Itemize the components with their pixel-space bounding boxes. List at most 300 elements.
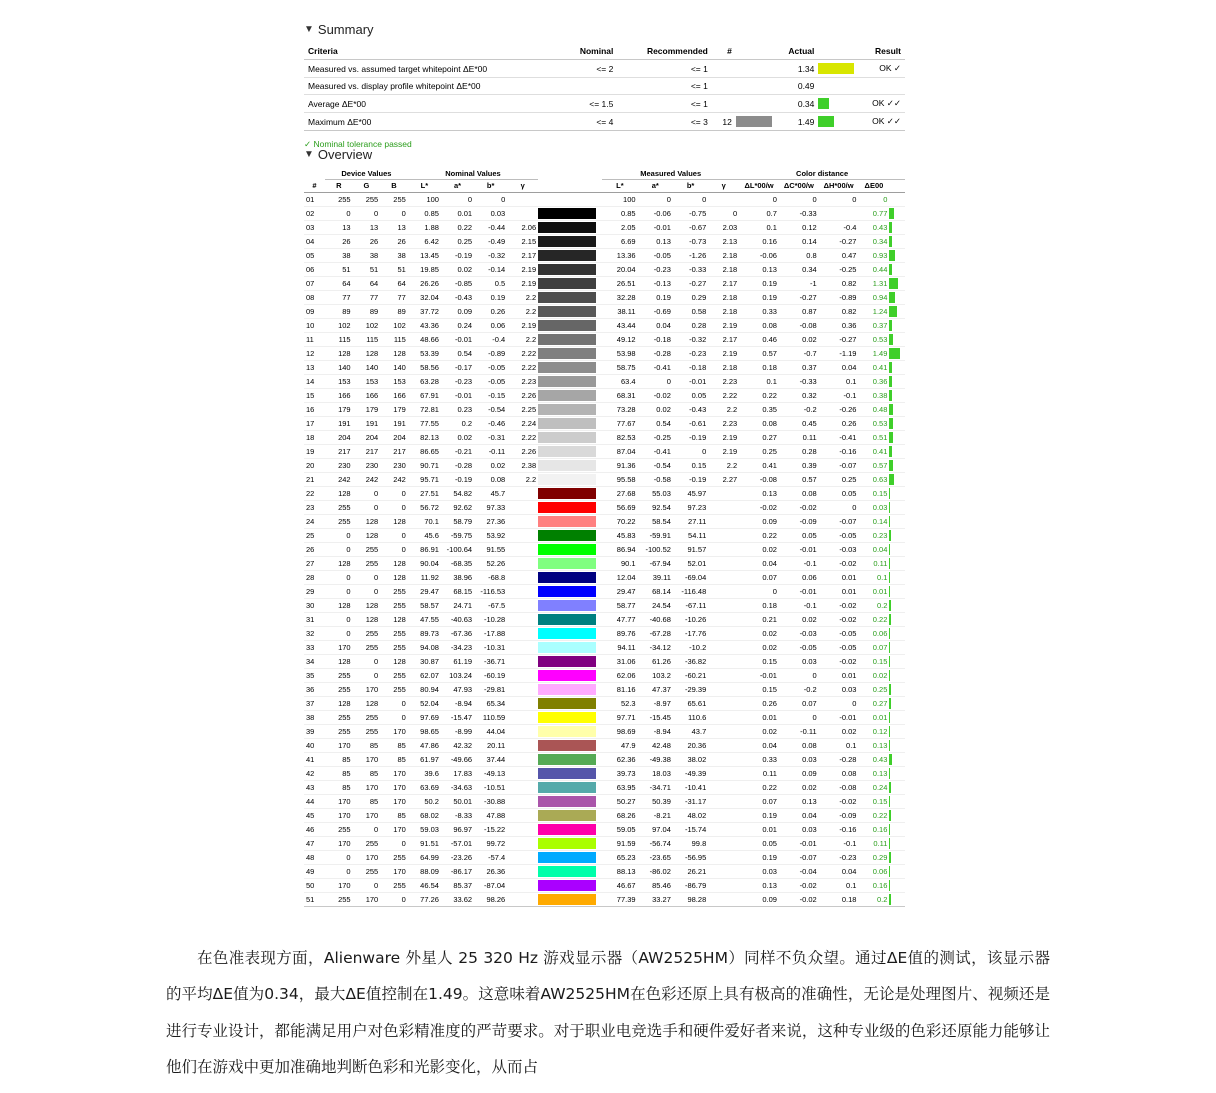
- cell-nominal-a: 85.37: [441, 879, 474, 893]
- color-swatch: [538, 207, 602, 221]
- cell-measured-a: -0.69: [638, 305, 673, 319]
- cell-g: 13: [353, 221, 381, 235]
- cell-delta-L: 0.46: [739, 333, 779, 347]
- table-row: [304, 767, 905, 781]
- cell-index: 14: [304, 375, 325, 389]
- cell-nominal-L: 37.72: [408, 305, 441, 319]
- summary-result: [854, 78, 905, 95]
- cell-measured-gamma: [708, 599, 739, 613]
- cell-delta-H: -0.02: [819, 599, 859, 613]
- cell-measured-L: 49.12: [602, 333, 637, 347]
- cell-delta-C: 0: [779, 669, 819, 683]
- cell-nominal-b: 0.5: [474, 277, 507, 291]
- cell-delta-C: 0.87: [779, 305, 819, 319]
- delta-e-bar: [889, 739, 905, 753]
- cell-nominal-L: 94.08: [408, 641, 441, 655]
- cell-measured-L: 52.3: [602, 697, 637, 711]
- cell-measured-L: 47.77: [602, 613, 637, 627]
- cell-index: 16: [304, 403, 325, 417]
- cell-delta-L: 0.03: [739, 865, 779, 879]
- cell-measured-b: 43.7: [673, 725, 708, 739]
- cell-delta-L: 0.25: [739, 445, 779, 459]
- cell-nominal-b: -116.53: [474, 585, 507, 599]
- cell-delta-L: 0.09: [739, 515, 779, 529]
- cell-measured-L: 29.47: [602, 585, 637, 599]
- cell-b: 153: [380, 375, 408, 389]
- color-swatch: [538, 781, 602, 795]
- cell-g: 255: [353, 865, 381, 879]
- cell-index: 04: [304, 235, 325, 249]
- group-nominal-values: Nominal Values: [408, 168, 538, 180]
- cell-g: 242: [353, 473, 381, 487]
- delta-e-bar: [889, 543, 905, 557]
- cell-index: 15: [304, 389, 325, 403]
- cell-delta-C: -0.09: [779, 515, 819, 529]
- cell-nominal-gamma: 2.2: [507, 305, 538, 319]
- swatch: [538, 628, 596, 639]
- cell-nominal-b: 0.26: [474, 305, 507, 319]
- delta-bar: [889, 754, 892, 765]
- cell-b: 0: [380, 697, 408, 711]
- cell-delta-H: -0.08: [819, 781, 859, 795]
- color-swatch: [538, 851, 602, 865]
- cell-measured-b: 26.21: [673, 865, 708, 879]
- cell-g: 128: [353, 347, 381, 361]
- delta-e-bar: [889, 375, 905, 389]
- cell-r: 0: [325, 207, 353, 221]
- cell-measured-L: 88.13: [602, 865, 637, 879]
- cell-b: 128: [380, 613, 408, 627]
- cell-nominal-b: -0.05: [474, 361, 507, 375]
- cell-g: 128: [353, 613, 381, 627]
- cell-b: 170: [380, 767, 408, 781]
- cell-r: 115: [325, 333, 353, 347]
- cell-g: 255: [353, 725, 381, 739]
- cell-measured-b: -69.04: [673, 571, 708, 585]
- cell-delta-E: 0.63: [858, 473, 889, 487]
- cell-nominal-a: -67.36: [441, 627, 474, 641]
- cell-g: 38: [353, 249, 381, 263]
- cell-measured-L: 100: [602, 193, 637, 207]
- swatch: [538, 404, 596, 415]
- cell-nominal-a: 0.54: [441, 347, 474, 361]
- delta-bar: [889, 404, 893, 415]
- cell-delta-H: -0.1: [819, 389, 859, 403]
- delta-bar: [889, 572, 890, 583]
- swatch: [538, 474, 596, 485]
- cell-g: 0: [353, 655, 381, 669]
- color-swatch: [538, 893, 602, 907]
- swatch: [538, 586, 596, 597]
- cell-measured-b: -31.17: [673, 795, 708, 809]
- summary-actual: 1.49: [772, 113, 819, 131]
- cell-measured-gamma: [708, 697, 739, 711]
- summary-actual: 1.34: [772, 60, 819, 78]
- cell-nominal-a: 96.97: [441, 823, 474, 837]
- cell-g: 0: [353, 585, 381, 599]
- cell-g: 115: [353, 333, 381, 347]
- table-row: [304, 347, 905, 361]
- table-row: [304, 879, 905, 893]
- summary-heading[interactable]: [304, 22, 904, 37]
- cell-measured-gamma: 2.03: [708, 221, 739, 235]
- cell-delta-C: -0.01: [779, 585, 819, 599]
- cell-delta-H: 0: [819, 697, 859, 711]
- cell-r: 179: [325, 403, 353, 417]
- cell-measured-a: -0.41: [638, 445, 673, 459]
- cell-nominal-gamma: 2.23: [507, 375, 538, 389]
- cell-measured-L: 98.69: [602, 725, 637, 739]
- cell-delta-H: -0.09: [819, 809, 859, 823]
- cell-measured-a: -0.41: [638, 361, 673, 375]
- cell-delta-H: -0.23: [819, 851, 859, 865]
- cell-delta-H: 0.82: [819, 277, 859, 291]
- summary-col-actual: Actual: [772, 44, 819, 60]
- cell-measured-b: -0.67: [673, 221, 708, 235]
- cell-index: 42: [304, 767, 325, 781]
- delta-e-bar: [889, 823, 905, 837]
- color-swatch: [538, 375, 602, 389]
- cell-nominal-L: 30.87: [408, 655, 441, 669]
- cell-nominal-a: 0: [441, 193, 474, 207]
- summary-gray-bar: [736, 78, 772, 95]
- delta-bar: [889, 292, 895, 303]
- cell-nominal-gamma: [507, 837, 538, 851]
- swatch: [538, 432, 596, 443]
- cell-nominal-L: 72.81: [408, 403, 441, 417]
- color-swatch: [538, 557, 602, 571]
- cell-delta-C: -0.05: [779, 641, 819, 655]
- cell-b: 166: [380, 389, 408, 403]
- cell-index: 35: [304, 669, 325, 683]
- group-hash: [304, 168, 325, 180]
- cell-measured-a: 0.54: [638, 417, 673, 431]
- cell-delta-L: 0.18: [739, 599, 779, 613]
- table-row: [304, 627, 905, 641]
- cell-measured-a: -0.58: [638, 473, 673, 487]
- swatch: [538, 642, 596, 653]
- cell-delta-E: 1.31: [858, 277, 889, 291]
- cell-delta-H: 0.1: [819, 739, 859, 753]
- cell-index: 36: [304, 683, 325, 697]
- cell-delta-E: 0.2: [858, 599, 889, 613]
- cell-measured-gamma: [708, 753, 739, 767]
- cell-measured-gamma: 2.22: [708, 389, 739, 403]
- table-row: [304, 389, 905, 403]
- color-swatch: [538, 599, 602, 613]
- col-swatch: [538, 180, 602, 193]
- cell-nominal-L: 82.13: [408, 431, 441, 445]
- cell-measured-L: 95.58: [602, 473, 637, 487]
- cell-delta-L: 0.35: [739, 403, 779, 417]
- cell-nominal-b: -0.11: [474, 445, 507, 459]
- delta-bar: [889, 376, 892, 387]
- cell-nominal-b: -87.04: [474, 879, 507, 893]
- group-device-values: Device Values: [325, 168, 408, 180]
- cell-index: 23: [304, 501, 325, 515]
- cell-measured-L: 77.67: [602, 417, 637, 431]
- cell-nominal-b: -36.71: [474, 655, 507, 669]
- swatch: [538, 348, 596, 359]
- delta-bar: [889, 838, 890, 849]
- cell-delta-H: 0.01: [819, 669, 859, 683]
- cell-measured-a: 58.54: [638, 515, 673, 529]
- cell-nominal-a: -0.19: [441, 249, 474, 263]
- cell-measured-b: -0.43: [673, 403, 708, 417]
- cell-g: 85: [353, 795, 381, 809]
- delta-e-bar: [889, 571, 905, 585]
- cell-nominal-gamma: [507, 193, 538, 207]
- cell-measured-b: -0.73: [673, 235, 708, 249]
- cell-delta-E: 0.12: [858, 725, 889, 739]
- cell-nominal-L: 90.71: [408, 459, 441, 473]
- cell-nominal-gamma: 2.25: [507, 403, 538, 417]
- delta-bar: [889, 894, 891, 905]
- cell-measured-a: -49.38: [638, 753, 673, 767]
- table-row: [304, 725, 905, 739]
- cell-nominal-b: -0.89: [474, 347, 507, 361]
- cell-nominal-gamma: 2.26: [507, 389, 538, 403]
- cell-delta-C: 0.08: [779, 487, 819, 501]
- cell-nominal-gamma: [507, 767, 538, 781]
- cell-measured-gamma: [708, 571, 739, 585]
- cell-measured-b: 52.01: [673, 557, 708, 571]
- collapse-triangle-icon[interactable]: ▼: [304, 23, 314, 35]
- cell-measured-L: 87.04: [602, 445, 637, 459]
- color-swatch: [538, 739, 602, 753]
- delta-bar: [889, 852, 891, 863]
- table-row: [304, 683, 905, 697]
- summary-actual: 0.49: [772, 78, 819, 95]
- cell-measured-b: -0.01: [673, 375, 708, 389]
- cell-index: 17: [304, 417, 325, 431]
- delta-bar: [889, 544, 890, 555]
- cell-g: 255: [353, 641, 381, 655]
- cell-measured-b: -0.23: [673, 347, 708, 361]
- cell-measured-b: 0: [673, 445, 708, 459]
- swatch: [538, 278, 596, 289]
- cell-b: 0: [380, 207, 408, 221]
- summary-recommended: <= 3: [617, 113, 712, 131]
- summary-row: [304, 95, 905, 113]
- summary-result: OK ✓✓: [854, 113, 905, 131]
- cell-b: 13: [380, 221, 408, 235]
- color-swatch: [538, 263, 602, 277]
- cell-nominal-b: -49.13: [474, 767, 507, 781]
- cell-nominal-L: 50.2: [408, 795, 441, 809]
- collapse-triangle-icon[interactable]: ▼: [304, 148, 314, 160]
- delta-e-bar: [889, 501, 905, 515]
- cell-r: 170: [325, 739, 353, 753]
- cell-measured-b: -0.27: [673, 277, 708, 291]
- cell-nominal-L: 67.91: [408, 389, 441, 403]
- cell-delta-C: 0.34: [779, 263, 819, 277]
- cell-measured-b: 27.11: [673, 515, 708, 529]
- cell-delta-L: 0.02: [739, 641, 779, 655]
- cell-delta-C: 0: [779, 711, 819, 725]
- delta-e-bar: [889, 851, 905, 865]
- cell-measured-L: 58.75: [602, 361, 637, 375]
- delta-e-bar: [889, 389, 905, 403]
- cell-nominal-gamma: 2.2: [507, 333, 538, 347]
- table-row: [304, 207, 905, 221]
- cell-nominal-a: -68.35: [441, 557, 474, 571]
- col-delta-C: ΔC*00/w: [779, 180, 819, 193]
- cell-g: 140: [353, 361, 381, 375]
- cell-index: 18: [304, 431, 325, 445]
- summary-result-bar: [818, 78, 854, 95]
- cell-nominal-b: -0.31: [474, 431, 507, 445]
- cell-nominal-a: 0.25: [441, 235, 474, 249]
- cell-nominal-gamma: [507, 571, 538, 585]
- cell-measured-a: -8.94: [638, 725, 673, 739]
- cell-nominal-b: 110.59: [474, 711, 507, 725]
- cell-b: 255: [380, 627, 408, 641]
- cell-measured-a: 55.03: [638, 487, 673, 501]
- cell-r: 140: [325, 361, 353, 375]
- delta-e-bar: [889, 277, 905, 291]
- delta-bar: [889, 432, 893, 443]
- cell-r: 255: [325, 711, 353, 725]
- cell-measured-a: -67.94: [638, 557, 673, 571]
- cell-delta-E: 0.48: [858, 403, 889, 417]
- overview-heading[interactable]: [304, 147, 904, 162]
- cell-delta-L: 0.08: [739, 417, 779, 431]
- col-nominal-gamma: γ: [507, 180, 538, 193]
- cell-nominal-gamma: [507, 585, 538, 599]
- cell-nominal-L: 27.51: [408, 487, 441, 501]
- cell-measured-L: 50.27: [602, 795, 637, 809]
- cell-measured-b: -10.26: [673, 613, 708, 627]
- cell-nominal-L: 89.73: [408, 627, 441, 641]
- delta-e-bar: [889, 753, 905, 767]
- cell-delta-H: 0.26: [819, 417, 859, 431]
- delta-bar: [889, 264, 892, 275]
- cell-delta-H: 0.08: [819, 767, 859, 781]
- summary-col-spacer: [736, 44, 772, 60]
- delta-e-bar: [889, 795, 905, 809]
- cell-b: 0: [380, 501, 408, 515]
- cell-nominal-L: 47.55: [408, 613, 441, 627]
- cell-nominal-gamma: [507, 711, 538, 725]
- cell-delta-L: 0.15: [739, 683, 779, 697]
- cell-nominal-L: 53.39: [408, 347, 441, 361]
- cell-measured-gamma: 2.17: [708, 277, 739, 291]
- delta-bar: [889, 586, 890, 597]
- cell-measured-gamma: [708, 487, 739, 501]
- delta-bar: [889, 656, 890, 667]
- cell-nominal-a: 68.15: [441, 585, 474, 599]
- cell-r: 0: [325, 613, 353, 627]
- cell-nominal-a: -0.28: [441, 459, 474, 473]
- cell-nominal-a: 103.24: [441, 669, 474, 683]
- summary-recommended: <= 1: [617, 95, 712, 113]
- cell-index: 49: [304, 865, 325, 879]
- cell-measured-b: -116.48: [673, 585, 708, 599]
- color-swatch: [538, 403, 602, 417]
- cell-nominal-L: 86.65: [408, 445, 441, 459]
- cell-measured-a: 92.54: [638, 501, 673, 515]
- cell-delta-C: -0.27: [779, 291, 819, 305]
- cell-delta-E: 0.01: [858, 711, 889, 725]
- col-measured-gamma: γ: [708, 180, 739, 193]
- cell-index: 21: [304, 473, 325, 487]
- table-row: [304, 403, 905, 417]
- cell-delta-E: 0.1: [858, 571, 889, 585]
- color-swatch: [538, 487, 602, 501]
- cell-b: 26: [380, 235, 408, 249]
- overview-group-header-row: [304, 168, 905, 180]
- cell-measured-gamma: [708, 711, 739, 725]
- cell-measured-a: 85.46: [638, 879, 673, 893]
- cell-g: 0: [353, 879, 381, 893]
- cell-nominal-a: -0.17: [441, 361, 474, 375]
- cell-delta-H: 0.04: [819, 361, 859, 375]
- cell-delta-L: 0.08: [739, 319, 779, 333]
- delta-bar: [889, 278, 898, 289]
- color-swatch: [538, 417, 602, 431]
- delta-bar: [889, 782, 891, 793]
- cell-measured-a: -100.52: [638, 543, 673, 557]
- cell-delta-H: 0.05: [819, 487, 859, 501]
- table-row: [304, 851, 905, 865]
- cell-r: 38: [325, 249, 353, 263]
- article-paragraph: 在色准表现方面，Alienware 外星人 25 320 Hz 游戏显示器（AW2525HM）同样不负众望。通过ΔE值的测试，该显示器的平均ΔE值为0.34，最大ΔE值控制在1.49。这意味着AW2525HM在色彩还原上具有极高的准确性，无论是处理图片、视频还是进行专业设计，都能满足用户对色彩精准度的严苛要求。对于职业电竞选手和硬件爱好者来说，这种专业级的色彩还原能力能够让他们在游戏中更加准确地判断色彩和光影变化，从而占: [166, 949, 1050, 1077]
- swatch: [538, 754, 596, 765]
- cell-nominal-a: -59.75: [441, 529, 474, 543]
- swatch: [538, 376, 596, 387]
- cell-measured-a: 39.11: [638, 571, 673, 585]
- col-g: G: [353, 180, 381, 193]
- cell-measured-L: 26.51: [602, 277, 637, 291]
- delta-e-bar: [889, 221, 905, 235]
- cell-nominal-a: 0.22: [441, 221, 474, 235]
- cell-r: 191: [325, 417, 353, 431]
- cell-delta-C: -0.2: [779, 683, 819, 697]
- cell-delta-L: 0.26: [739, 697, 779, 711]
- cell-delta-L: 0.07: [739, 795, 779, 809]
- table-row: [304, 515, 905, 529]
- color-swatch: [538, 193, 602, 207]
- delta-bar: [889, 320, 892, 331]
- article-text: [166, 940, 1050, 1086]
- cell-measured-L: 91.59: [602, 837, 637, 851]
- cell-index: 27: [304, 557, 325, 571]
- cell-delta-L: 0.19: [739, 291, 779, 305]
- cell-measured-L: 86.94: [602, 543, 637, 557]
- cell-r: 255: [325, 515, 353, 529]
- cell-measured-L: 59.05: [602, 823, 637, 837]
- cell-measured-a: -8.97: [638, 697, 673, 711]
- cell-b: 217: [380, 445, 408, 459]
- cell-delta-H: 0.25: [819, 473, 859, 487]
- cell-measured-a: -67.28: [638, 627, 673, 641]
- cell-measured-b: 0.28: [673, 319, 708, 333]
- cell-nominal-b: 0.19: [474, 291, 507, 305]
- cell-index: 12: [304, 347, 325, 361]
- summary-col-criteria: Criteria: [304, 44, 560, 60]
- cell-nominal-a: 58.79: [441, 515, 474, 529]
- cell-delta-C: -0.02: [779, 501, 819, 515]
- delta-bar: [889, 866, 890, 877]
- color-swatch: [538, 529, 602, 543]
- cell-measured-L: 62.06: [602, 669, 637, 683]
- cell-measured-b: -17.76: [673, 627, 708, 641]
- color-swatch: [538, 753, 602, 767]
- cell-measured-gamma: 2.18: [708, 305, 739, 319]
- cell-measured-b: 65.61: [673, 697, 708, 711]
- cell-r: 128: [325, 347, 353, 361]
